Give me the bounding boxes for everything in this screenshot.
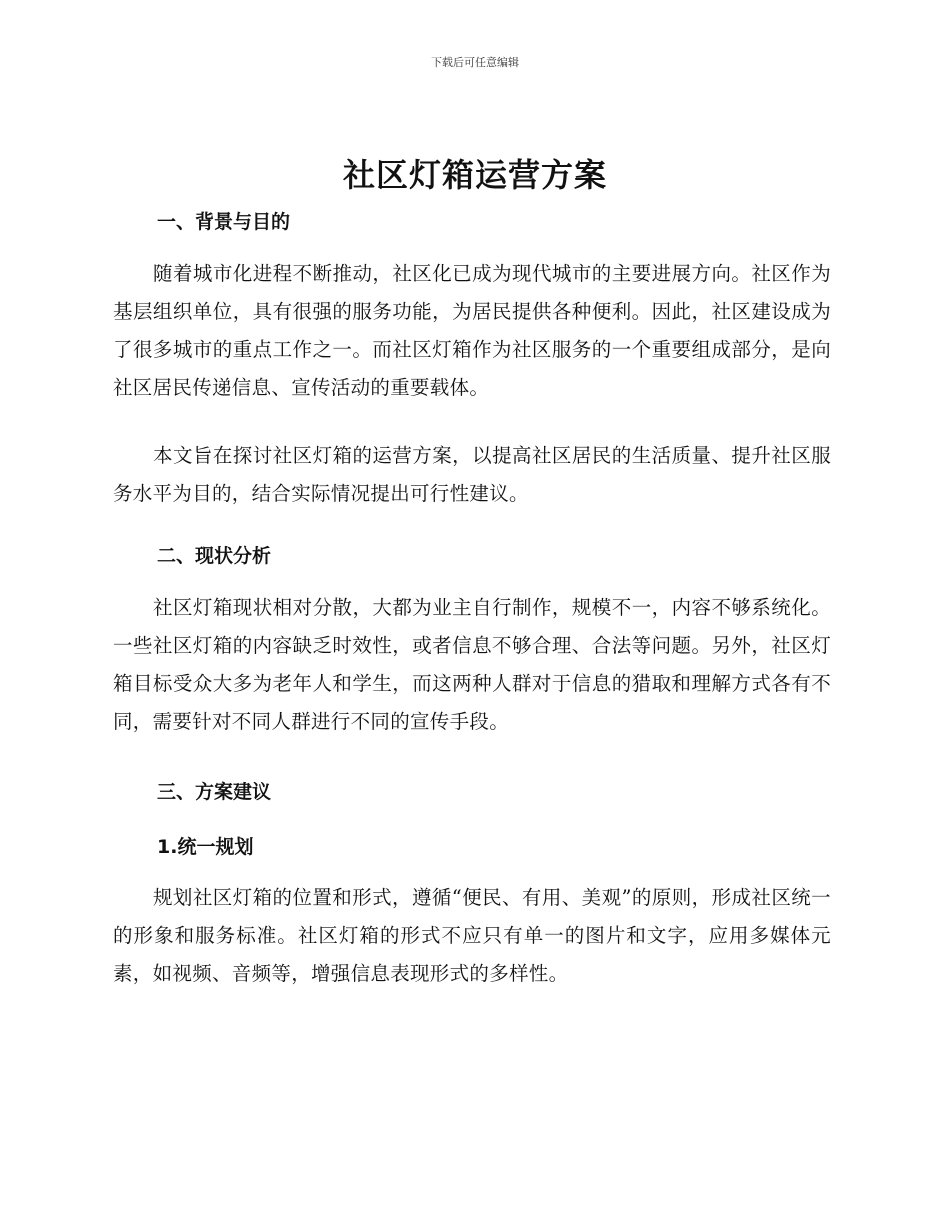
section-heading-status: 二、现状分析 [157,545,272,567]
document-title: 社区灯箱运营方案 [342,156,607,194]
paragraph-background-2: 本文旨在探讨社区灯箱的运营方案，以提高社区居民的生活质量、提升社区服务水平为目的，结合实际情况提出可行性建议。 [113,444,831,505]
paragraph-status-1: 社区灯箱现状相对分散，大都为业主自行制作，规模不一，内容不够系统化。一些社区灯箱的内容缺乏时效性，或者信息不够合理、合法等问题。另外，社区灯箱目标受众大多为老年人和学生，而这两种人群对于信息的猎取和理解方式各有不同，需要针对不同人群进行不同的宣传手段。 [113,596,831,733]
paragraph-planning-1: 规划社区灯箱的位置和形式，遵循“便民、有用、美观”的原则，形成社区统一的形象和服务标准。社区灯箱的形式不应只有单一的图片和文字，应用多媒体元素，如视频、音频等，增强信息表现形式的多样性。 [113,886,831,985]
subsection-heading-planning: 1.统一规划 [157,836,254,858]
section-heading-proposal: 三、方案建议 [157,781,272,803]
page-header: 下载后可任意编辑 [431,56,519,69]
paragraph-background-1: 随着城市化进程不断推动，社区化已成为现代城市的主要进展方向。社区作为基层组织单位，具有很强的服务功能，为居民提供各种便利。因此，社区建设成为了很多城市的重点工作之一。而社区灯箱作为社区服务的一个重要组成部分，是向社区居民传递信息、宣传活动的重要载体。 [113,262,831,399]
section-heading-background: 一、背景与目的 [157,211,291,233]
